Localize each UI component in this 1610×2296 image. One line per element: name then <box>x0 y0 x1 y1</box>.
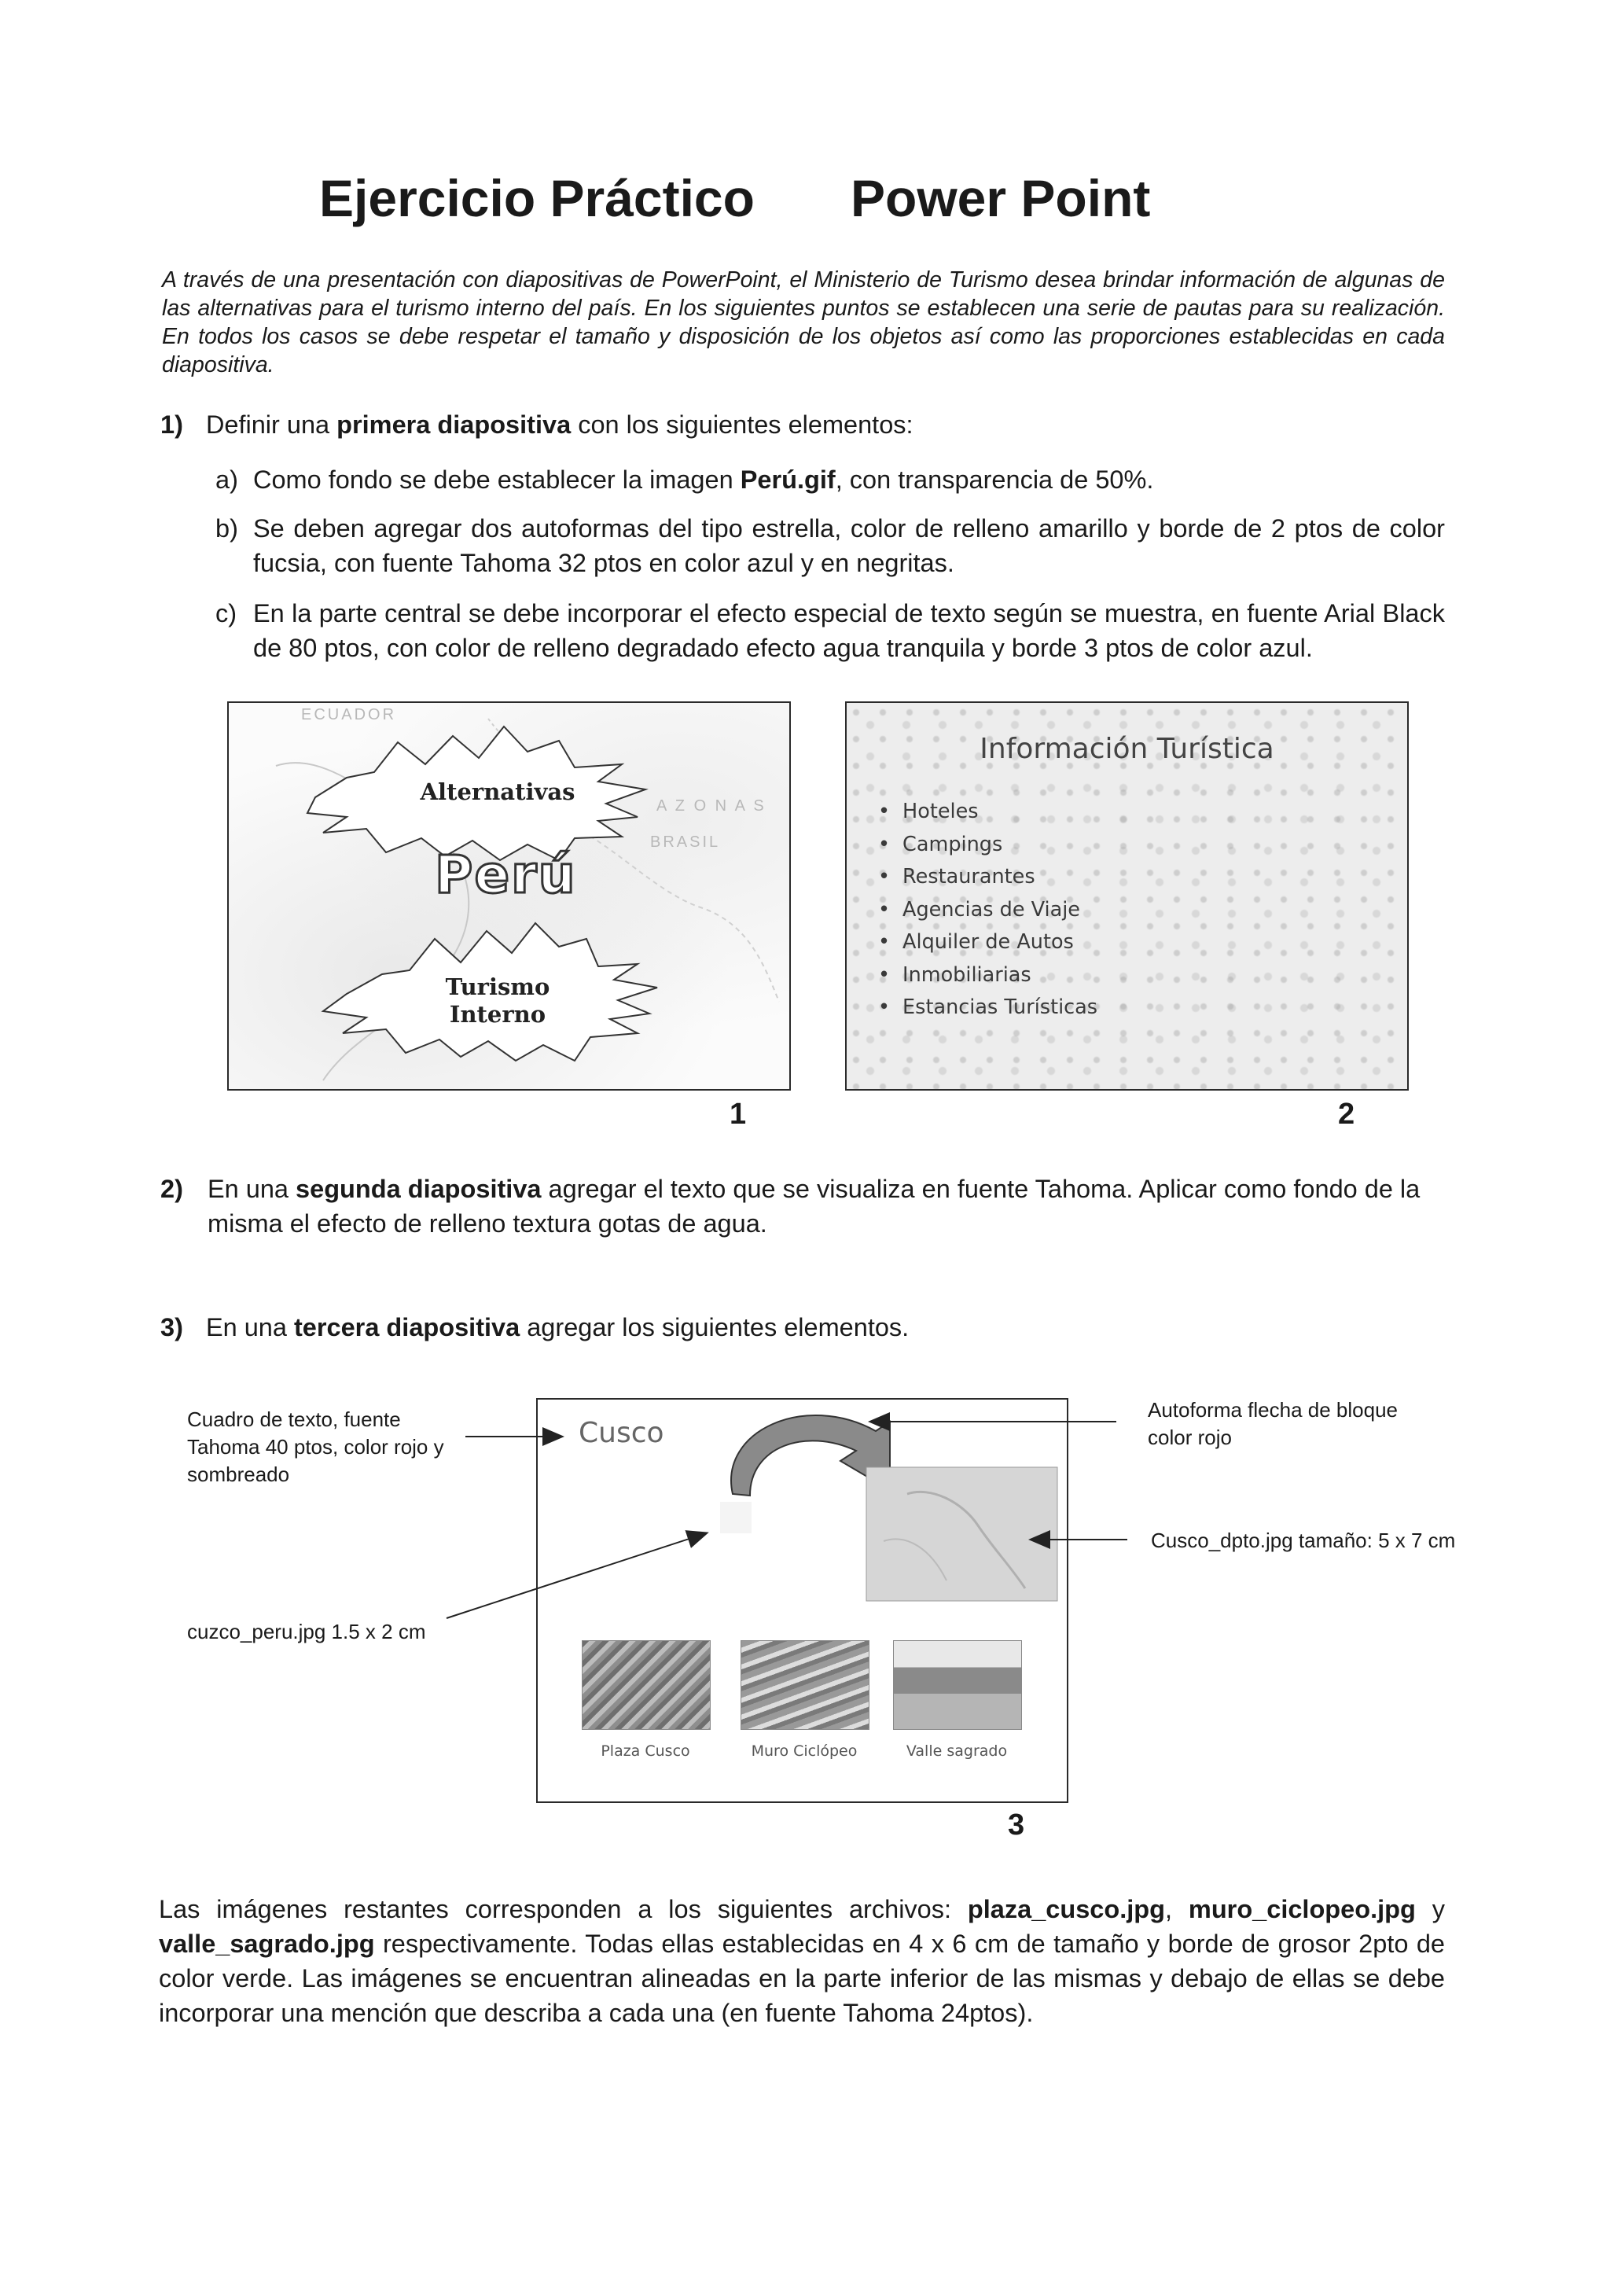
map-label-brasil: BRASIL <box>650 833 721 851</box>
caption-plaza-cusco: Plaza Cusco <box>601 1742 690 1760</box>
item-1a-bold: Perú.gif <box>740 465 836 494</box>
slide-1-number: 1 <box>730 1098 747 1131</box>
item-1b: Se deben agregar dos autoformas del tipo estrella, color de relleno amarillo y borde de 2 ptos de color fucsia, con fuente Tahoma 32 ptos en color azul y en negritas. <box>253 514 1445 577</box>
list-item: • Restaurantes <box>878 861 1097 894</box>
item-1a-post: , con transparencia de 50%. <box>835 465 1154 494</box>
list-item: • Estancias Turísticas <box>878 992 1097 1025</box>
list-item: • Inmobiliarias <box>878 959 1097 992</box>
caption-muro-ciclopeo: Muro Ciclópeo <box>751 1742 858 1760</box>
item-1-post: con los siguientes elementos: <box>571 410 913 439</box>
item-1a-pre: Como fondo se debe establecer la imagen <box>253 465 741 494</box>
outro-p1: Las imágenes restantes corresponden a los siguientes archivos: <box>159 1895 968 1923</box>
item-2-pre: En una <box>208 1175 296 1203</box>
item-3-bold: tercera diapositiva <box>293 1313 520 1341</box>
slide-3-number: 3 <box>1008 1808 1025 1842</box>
star-2-label-line1: Turismo <box>445 973 550 1000</box>
list-item: • Campings <box>878 829 1097 862</box>
item-1a-label: a) <box>215 465 238 494</box>
outro-file-3: valle_sagrado.jpg <box>159 1930 375 1958</box>
item-3-pre: En una <box>205 1313 294 1341</box>
item-2-number: 2) <box>160 1175 183 1203</box>
page-title: Ejercicio Práctico <box>319 169 755 227</box>
outro-file-2: muro_ciclopeo.jpg <box>1188 1895 1416 1923</box>
outro-sep-1: , <box>1164 1895 1189 1923</box>
item-1b-label: b) <box>215 514 238 543</box>
item-1c: En la parte central se debe incorporar el efecto especial de texto según se muestra, en fuente Arial Black de 80 ptos, con color de relleno degradado efecto agua tranquila y borde 3 ptos de color azul. <box>253 599 1445 662</box>
item-1-number: 1) <box>160 410 183 439</box>
annotation-dpto: Cusco_dpto.jpg tamaño: 5 x 7 cm <box>1151 1529 1456 1552</box>
outro-sep-2: y <box>1415 1895 1446 1923</box>
item-1-pre: Definir una <box>205 410 337 439</box>
outro-p2: respectivamente. Todas ellas establecidas en 4 x 6 cm de tamaño y borde de grosor 2pto de color verde. Las imágenes se encuentran alineadas en la parte inferior de las mismas y debajo de ellas se debe incorporar una mención que describa a cada una (en fuente Tahoma 24ptos). <box>159 1930 1445 2027</box>
caption-valle-sagrado: Valle sagrado <box>906 1742 1008 1760</box>
item-2-post: agregar el texto que se visualiza en fuente Tahoma. Aplicar como fondo de la misma el efecto de relleno textura gotas de agua. <box>208 1175 1421 1238</box>
item-3-post: agregar los siguientes elementos. <box>520 1313 910 1341</box>
item-2-bold: segunda diapositiva <box>296 1175 542 1203</box>
list-item: • Agencias de Viaje <box>878 894 1097 927</box>
list-item: • Hoteles <box>878 796 1097 829</box>
wordart-peru: Perú <box>435 844 577 905</box>
item-1c-label: c) <box>215 599 237 627</box>
star-2-label-line2: Interno <box>449 1001 546 1028</box>
annotation-peru: cuzco_peru.jpg 1.5 x 2 cm <box>187 1620 426 1643</box>
map-label-ecuador: ECUADOR <box>301 706 397 723</box>
slide-2-number: 2 <box>1338 1098 1355 1131</box>
list-item: • Alquiler de Autos <box>878 926 1097 959</box>
item-3-number: 3) <box>160 1313 183 1341</box>
slide-3-title: Cusco <box>579 1417 664 1449</box>
item-1-bold: primera diapositiva <box>336 410 572 439</box>
map-label-amazonas: A Z O N A S <box>656 797 766 815</box>
outro-paragraph <box>159 1892 1445 2030</box>
annotation-arrow: Autoforma flecha de bloque color rojo <box>1148 1398 1398 1449</box>
page-title-right: Power Point <box>851 169 1151 227</box>
outro-file-1: plaza_cusco.jpg <box>967 1895 1165 1923</box>
intro-paragraph: A través de una presentación con diapositivas de PowerPoint, el Ministerio de Turismo desea brindar información de algunas de las alternativas para el turismo interno del país. En los siguientes puntos se establecen una serie de pautas para su realización. En todos los casos se debe respetar el tamaño y disposición de los objetos así como las proporciones establecidas en cada diapositiva. <box>162 267 1445 377</box>
slide-2-title: Información Turística <box>980 733 1274 765</box>
annotation-textbox: Cuadro de texto, fuente Tahoma 40 ptos, color rojo y sombreado <box>187 1407 444 1486</box>
star-1-label: Alternativas <box>420 778 575 805</box>
